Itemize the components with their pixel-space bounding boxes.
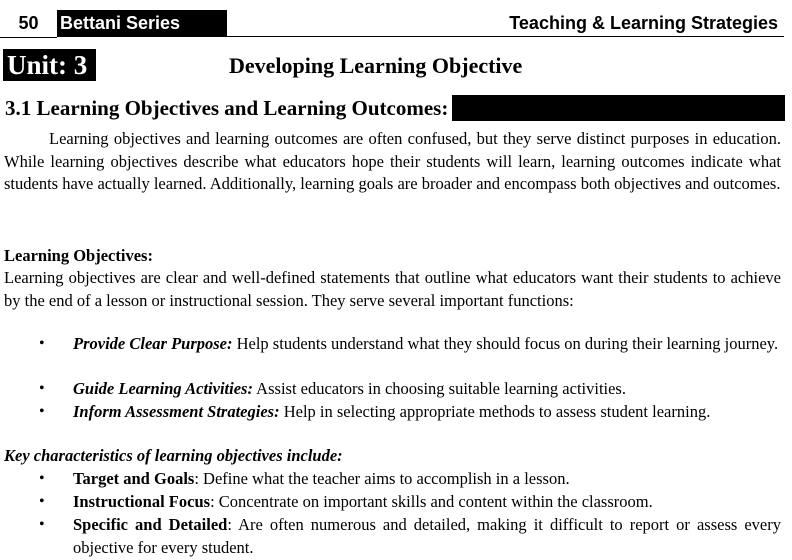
- objectives-paragraph: Learning objectives are clear and well-defined statements that outline what educators want their students to achieve by the end of a lesson or instructional session. They serve several important functions:: [4, 268, 781, 310]
- list-item-characteristic: [73, 514, 781, 559]
- unit-title: Developing Learning Objective: [229, 53, 523, 78]
- page-number: 50: [0, 10, 57, 38]
- function-term: Provide Clear Purpose:: [73, 334, 233, 353]
- list-item-function: [73, 378, 781, 401]
- bullet-icon: •: [39, 516, 45, 533]
- function-term: Guide Learning Activities:: [73, 379, 253, 398]
- function-text: Assist educators in choosing suitable learning activities.: [252, 379, 626, 398]
- objectives-heading: Learning Objectives:: [4, 246, 153, 265]
- bullet-icon: •: [39, 470, 45, 487]
- function-term: Inform Assessment Strategies:: [73, 402, 280, 421]
- list-item-characteristic: [73, 491, 781, 514]
- book-title: Teaching & Learning Strategies: [509, 13, 778, 33]
- characteristic-term: Target and Goals: [73, 469, 195, 488]
- characteristic-term: Specific and Detailed: [73, 515, 228, 534]
- characteristic-text: : Concentrate on important skills and content within the classroom.: [210, 492, 653, 511]
- bullet-icon: •: [39, 493, 45, 510]
- bullet-icon: •: [39, 380, 45, 397]
- section-heading: 3.1 Learning Objectives and Learning Outcomes:: [3, 95, 452, 121]
- function-text: Help students understand what they should focus on during their learning journey.: [232, 334, 779, 353]
- intro-paragraph: Learning objectives and learning outcomes are often confused, but they serve distinct purposes in education. While learning objectives describe what educators hope their students will learn, learning outcomes indicate what students have actually learned. Additionally, learning goals are broader and encompass both objectives and outcomes.: [4, 129, 781, 194]
- list-item-characteristic: [73, 468, 781, 491]
- unit-badge: Unit: 3: [3, 49, 96, 81]
- characteristic-text: : Are often numerous and detailed, making it difficult to report or assess every objective for every student.: [73, 515, 781, 557]
- bullet-icon: •: [39, 403, 45, 420]
- function-text: Help in selecting appropriate methods to assess student learning.: [279, 402, 711, 421]
- characteristic-text: : Define what the teacher aims to accomplish in a lesson.: [194, 469, 570, 488]
- list-item-function: [73, 333, 781, 356]
- series-label: Bettani Series: [57, 10, 227, 37]
- characteristic-term: Instructional Focus: [73, 492, 211, 511]
- characteristics-heading: Key characteristics of learning objectives include:: [4, 446, 343, 465]
- list-item-function: [73, 401, 781, 424]
- bullet-icon: •: [39, 335, 45, 352]
